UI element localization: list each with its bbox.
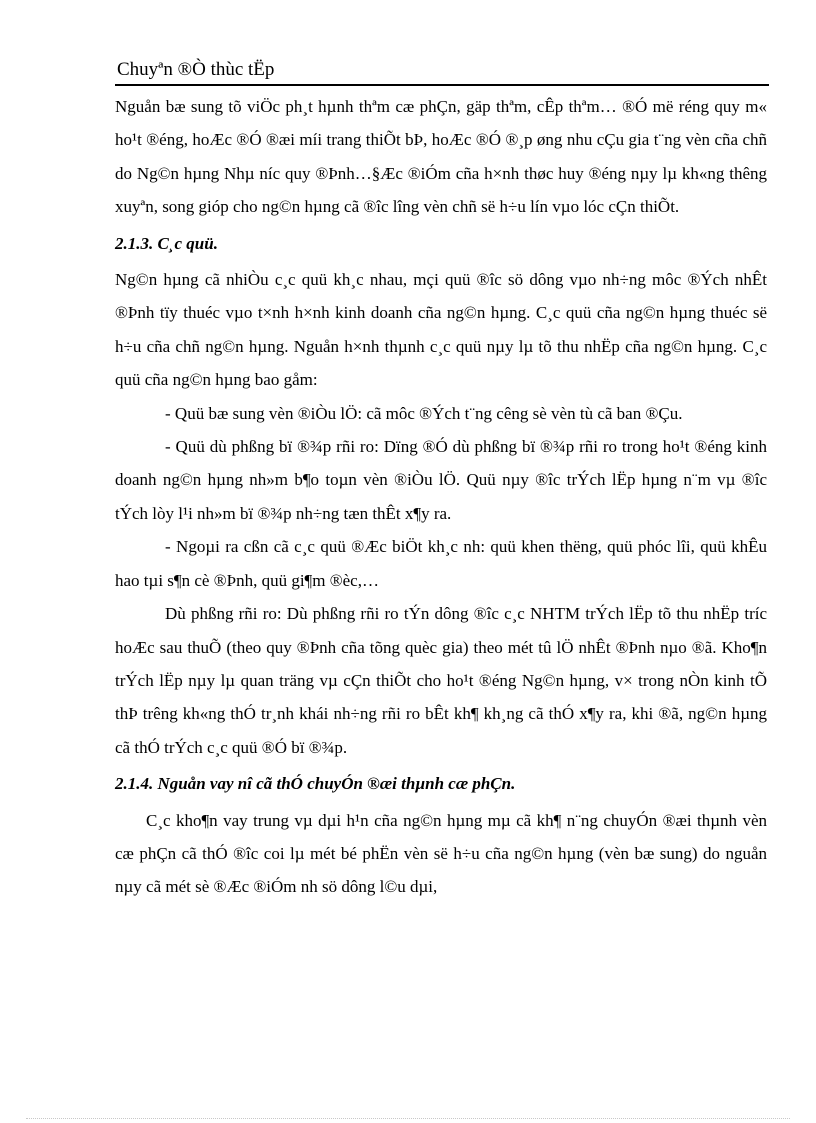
paragraph-funds: Ng©n hµng cã nhiÒu c¸c quü kh¸c nhau, mçi quü ®îc sö dông vµo nh÷ng môc ®Ých nhÊt ®Þnh tïy thuéc vµo t×nh h×nh kinh doanh cña ng©n hµng. C¸c quü cña ng©n hµng thuéc së h÷u cña chñ ng©n hµng. Nguån h×nh thµnh c¸c quü nµy lµ tõ thu nhËp cña ng©n hµng. C¸c quü cña ng©n hµng bao gåm:	[115, 270, 767, 390]
header-rule	[115, 84, 769, 86]
list-item-other-funds: - Ngoµi ra cßn cã c¸c quü ®Æc biÖt kh¸c nh: quü khen thëng, quü phóc lîi, quü khÊu hao tµi s¶n cè ®Þnh, quü gi¶m ®èc,…	[115, 537, 767, 590]
section-heading-2-1-3: 2.1.3. C¸c quü.	[115, 233, 218, 253]
page-bottom-border	[26, 1118, 790, 1119]
paragraph-loans: C¸c kho¶n vay trung vµ dµi h¹n cña ng©n hµng mµ cã kh¶ n¨ng chuyÓn ®æi thµnh vèn cæ phÇn cã thÓ ®îc coi lµ mét bé phËn vèn së h÷u cña ng©n hµng (vèn bæ sung) do nguån nµy cã mét sè ®Æc ®iÓm nh sö dông l©u dµi,	[115, 810, 767, 897]
page-header-title: Chuyªn ®Ò thùc tËp	[117, 59, 275, 80]
document-body	[115, 90, 767, 904]
list-item-reserve-fund: - Quü dù phßng bï ®¾p rñi ro: Dïng ®Ó dù phßng bï ®¾p rñi ro trong ho¹t ®éng kinh doanh ng©n hµng nh»m b¶o toµn vèn ®iÒu lÖ. Quü nµy ®îc trÝch lËp hµng n¨m vµ ®îc tÝch lòy l¹i nh»m bï ®¾p nh÷ng tæn thÊt x¶y ra.	[115, 437, 767, 523]
paragraph-intro: Nguån bæ sung tõ viÖc ph¸t hµnh thªm cæ phÇn, gäp thªm, cÊp thªm… ®Ó më réng quy m« ho¹t ®éng, hoÆc ®Ó ®æi míi trang thiÕt bÞ, hoÆc ®Ó ®¸p øng nhu cÇu gia t¨ng vèn cña chñ do Ng©n hµng Nhµ níc quy ®Þnh…§Æc ®iÓm cña h×nh thøc huy ®éng nµy lµ kh«ng thêng xuyªn, song gióp cho ng©n hµng cã ®îc lîng vèn chñ së h÷u lín vµo lóc cÇn thiÕt.	[115, 97, 767, 217]
paragraph-risk-provision: Dù phßng rñi ro: Dù phßng rñi ro tÝn dông ®îc c¸c NHTM trÝch lËp tõ thu nhËp tríc hoÆc sau thuÕ (theo quy ®Þnh cña tõng quèc gia) theo mét tû lÖ nhÊt ®Þnh nµo ®ã. Kho¶n trÝch lËp nµy lµ quan träng vµ cÇn thiÕt cho ho¹t ®éng Ng©n hµng, v× trong nÒn kinh tÕ thÞ trêng kh«ng thÓ tr¸nh khái nh÷ng rñi ro bÊt kh¶ kh¸ng cã thÓ x¶y ra, khi ®ã, ng©n hµng cã thÓ trÝch c¸c quü ®Ó bï ®¾p.	[115, 604, 767, 757]
section-heading-2-1-4: 2.1.4. Nguån vay nî cã thÓ chuyÓn ®æi thµnh cæ phÇn.	[115, 774, 516, 794]
list-item-capital-fund: - Quü bæ sung vèn ®iÒu lÖ: cã môc ®Ých t¨ng cêng sè vèn tù cã ban ®Çu.	[165, 403, 683, 423]
